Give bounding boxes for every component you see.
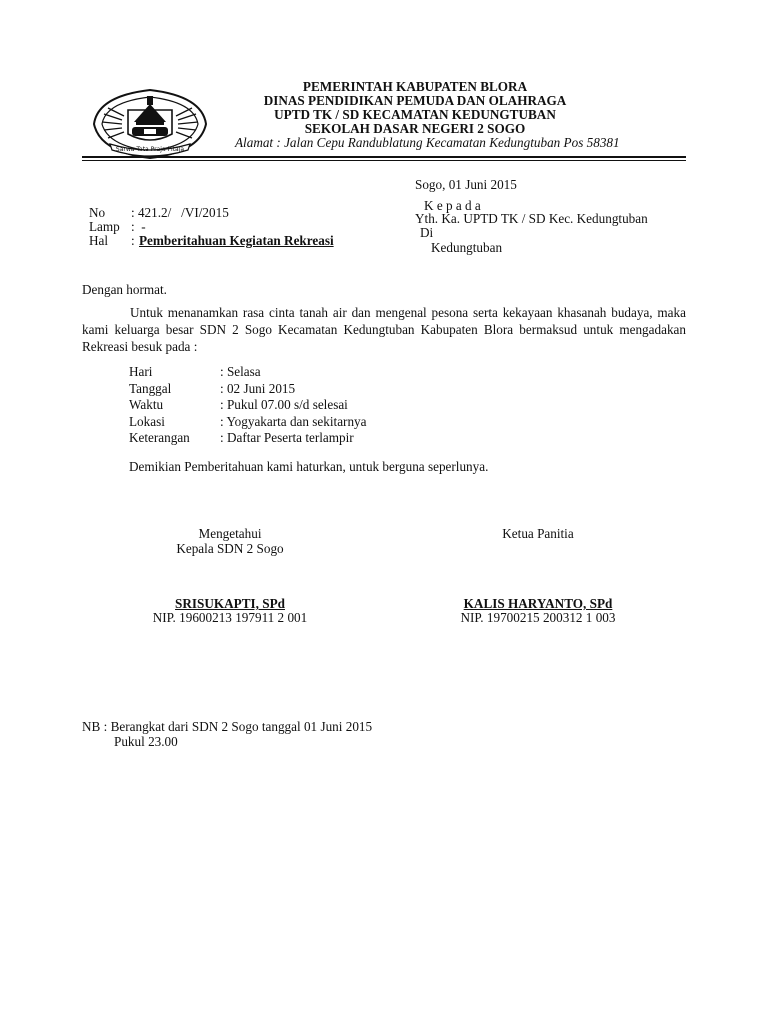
kop-line3: UPTD TK / SD KECAMATAN KEDUNGTUBAN (274, 107, 556, 122)
recipient-yth: Yth. Ka. UPTD TK / SD Kec. Kedungtuban (415, 211, 648, 226)
note-line1: NB : Berangkat dari SDN 2 Sogo tanggal 01 Juni 2015 (82, 719, 373, 734)
sig-right-nip: NIP. 19700215 200312 1 003 (460, 610, 616, 625)
recipient-di: Di (420, 225, 434, 240)
logo (88, 84, 212, 164)
kop-divider-thick (82, 156, 686, 158)
sig-left-line2: Kepala SDN 2 Sogo (176, 541, 284, 556)
sig-left-name: SRISUKAPTI, SPd (175, 596, 285, 611)
blora-regency-emblem-icon (88, 84, 212, 164)
detail-value-waktu: : Pukul 07.00 s/d selesai (220, 397, 348, 412)
sig-left-line1: Mengetahui (198, 526, 262, 541)
detail-value-keterangan: : Daftar Peserta terlampir (220, 430, 354, 445)
detail-label-waktu: Waktu (129, 397, 164, 412)
kop-line1: PEMERINTAH KABUPATEN BLORA (302, 79, 528, 94)
kop-divider-thin (82, 160, 686, 161)
sig-right-name: KALIS HARYANTO, SPd (463, 596, 613, 611)
sig-right-line1: Ketua Panitia (502, 526, 574, 541)
recipient-place: Kedungtuban (431, 240, 503, 255)
body-paragraph: Untuk menanamkan rasa cinta tanah air dan mengenal pesona serta kekayaan khasanah budaya, maka kami keluarga besar SDN 2 Sogo Kecamatan Kedungtuban Kabupaten Blora bermaksud untuk mengadakan Rekreasi besuk pada : (82, 305, 686, 354)
detail-label-keterangan: Keterangan (129, 430, 190, 445)
meta-lamp-value: : - (131, 219, 146, 234)
meta-lamp-label: Lamp (89, 219, 120, 234)
detail-label-hari: Hari (129, 364, 153, 379)
meta-no-value: : 421.2/ /VI/2015 (131, 205, 229, 220)
detail-value-hari: : Selasa (220, 364, 261, 379)
meta-hal-colon: : (131, 233, 135, 248)
note-line2: Pukul 23.00 (114, 734, 178, 749)
logo-motto: Sarwa Tata Praja Pitaja (115, 146, 185, 153)
meta-hal-label: Hal (89, 233, 109, 248)
meta-no-label: No (89, 205, 106, 220)
letter-date: Sogo, 01 Juni 2015 (415, 177, 517, 192)
sig-left-nip: NIP. 19600213 197911 2 001 (152, 610, 308, 625)
detail-label-lokasi: Lokasi (129, 414, 165, 429)
detail-value-lokasi: : Yogyakarta dan sekitarnya (220, 414, 367, 429)
recipient-kepada: K e p a d a (424, 198, 481, 213)
kop-line2: DINAS PENDIDIKAN PEMUDA DAN OLAHRAGA (263, 93, 567, 108)
detail-label-tanggal: Tanggal (129, 381, 172, 396)
kop-line4: SEKOLAH DASAR NEGERI 2 SOGO (304, 121, 526, 136)
meta-hal-value: Pemberitahuan Kegiatan Rekreasi (139, 233, 334, 248)
detail-value-tanggal: : 02 Juni 2015 (220, 381, 296, 396)
kop-address: Alamat : Jalan Cepu Randublatung Kecamatan Kedungtuban Pos 58381 (235, 135, 620, 150)
closing-sentence: Demikian Pemberitahuan kami haturkan, untuk berguna seperlunya. (129, 459, 489, 474)
salutation: Dengan hormat. (82, 282, 167, 297)
